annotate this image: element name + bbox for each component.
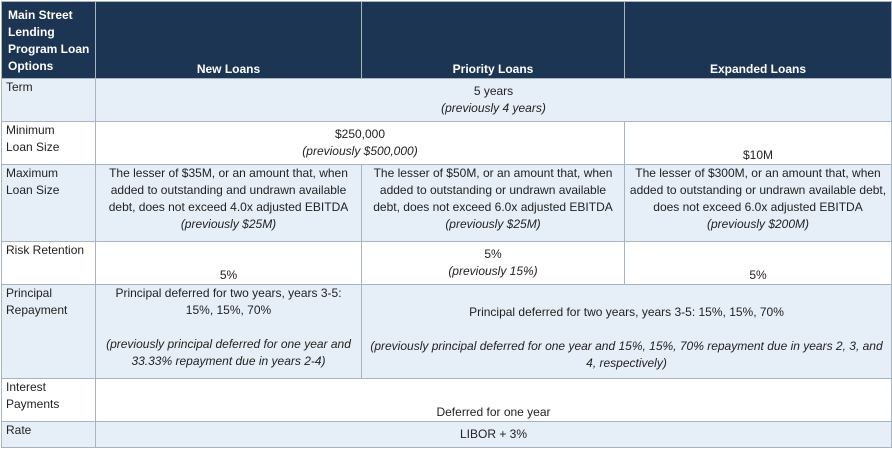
max-loan-priority-line: The lesser of $50M, or an amount that, when xyxy=(373,166,613,180)
header-corner-line: Program Loan xyxy=(8,42,90,56)
rate-value: LIBOR + 3% xyxy=(96,422,892,448)
header-corner-line: Main Street xyxy=(8,8,73,22)
principal-other-previous-line: (previously principal deferred for one year and 15%, 15%, 70% repayment due in years 2, 3, and xyxy=(370,339,883,353)
row-label-line: Minimum xyxy=(6,123,55,137)
principal-new-previous-line: (previously principal deferred for one year and xyxy=(106,337,351,351)
header-program-options xyxy=(2,2,96,79)
max-loan-new-line: The lesser of $35M, or an amount that, when xyxy=(109,166,348,180)
term-value: 5 years xyxy=(473,84,514,98)
risk-expanded-value: 5% xyxy=(625,242,892,285)
max-loan-priority-cell xyxy=(362,165,625,242)
row-interest-payments xyxy=(2,379,892,422)
row-label-maximum-loan-size xyxy=(2,165,96,242)
max-loan-priority-previous: (previously $25M) xyxy=(445,217,541,231)
principal-other-value: Principal deferred for two years, years 3-5: 15%, 15%, 70% xyxy=(469,305,784,319)
max-loan-priority-line: added to outstanding or undrawn available xyxy=(379,183,607,197)
row-label-line: Interest xyxy=(6,380,47,394)
row-label-line: Repayment xyxy=(6,303,68,317)
max-loan-new-previous: (previously $25M) xyxy=(180,217,277,231)
principal-new-line: Principal deferred for two years, years 3-5: xyxy=(115,286,342,300)
principal-new-previous-line: 33.33% repayment due in years 2-4) xyxy=(131,354,326,368)
row-rate xyxy=(2,422,892,448)
row-principal-repayment xyxy=(2,285,892,379)
spacer xyxy=(366,321,887,338)
main-street-loan-options-table xyxy=(1,1,892,448)
row-risk-retention xyxy=(2,242,892,285)
max-loan-expanded-previous: (previously $200M) xyxy=(706,217,810,231)
header-corner-line: Options xyxy=(8,59,54,73)
risk-priority-previous: (previously 15%) xyxy=(448,264,538,278)
row-label-line: Payments xyxy=(6,397,60,411)
principal-new-cell xyxy=(96,285,362,379)
row-maximum-loan-size xyxy=(2,165,892,242)
max-loan-expanded-line: The lesser of $300M, or an amount that, when xyxy=(635,166,881,180)
header-row xyxy=(2,2,892,79)
spacer xyxy=(100,319,357,336)
interest-value: Deferred for one year xyxy=(96,379,892,422)
principal-new-line: 15%, 15%, 70% xyxy=(185,303,272,317)
term-value-cell xyxy=(96,79,892,122)
row-label-term: Term xyxy=(2,79,96,122)
min-loan-expanded-value: $10M xyxy=(625,122,892,165)
row-label-line: Maximum xyxy=(6,166,59,180)
row-label-interest-payments xyxy=(2,379,96,422)
header-priority-loans: Priority Loans xyxy=(362,2,625,79)
min-loan-shared-cell xyxy=(96,122,625,165)
row-label-minimum-loan-size xyxy=(2,122,96,165)
row-label-line: Loan Size xyxy=(6,140,60,154)
row-label-line: Principal xyxy=(6,286,53,300)
max-loan-expanded-line: does not exceed 6.0x adjusted EBITDA xyxy=(653,200,863,214)
term-previous: (previously 4 years) xyxy=(441,101,546,115)
principal-other-previous-line: 4, respectively) xyxy=(586,356,667,370)
min-loan-shared-previous: (previously $500,000) xyxy=(302,144,418,158)
header-expanded-loans: Expanded Loans xyxy=(625,2,892,79)
max-loan-expanded-cell xyxy=(625,165,892,242)
max-loan-new-line: debt, does not exceed 4.0x adjusted EBITDA xyxy=(108,200,349,214)
row-label-principal-repayment xyxy=(2,285,96,379)
header-new-loans: New Loans xyxy=(96,2,362,79)
row-label-risk-retention: Risk Retention xyxy=(2,242,96,285)
header-corner-line: Lending xyxy=(8,25,55,39)
row-label-line: Loan Size xyxy=(6,183,60,197)
risk-new-value: 5% xyxy=(96,242,362,285)
principal-priority-expanded-cell xyxy=(362,285,892,379)
max-loan-new-cell xyxy=(96,165,362,242)
max-loan-expanded-line: added to outstanding or undrawn available debt, xyxy=(629,183,887,197)
risk-priority-cell xyxy=(362,242,625,285)
max-loan-priority-line: debt, does not exceed 6.0x adjusted EBITDA xyxy=(373,200,613,214)
row-minimum-loan-size xyxy=(2,122,892,165)
row-term xyxy=(2,79,892,122)
row-label-rate: Rate xyxy=(2,422,96,448)
max-loan-new-line: added to outstanding and undrawn available xyxy=(110,183,347,197)
min-loan-shared-value: $250,000 xyxy=(334,127,386,141)
risk-priority-value: 5% xyxy=(484,247,502,261)
